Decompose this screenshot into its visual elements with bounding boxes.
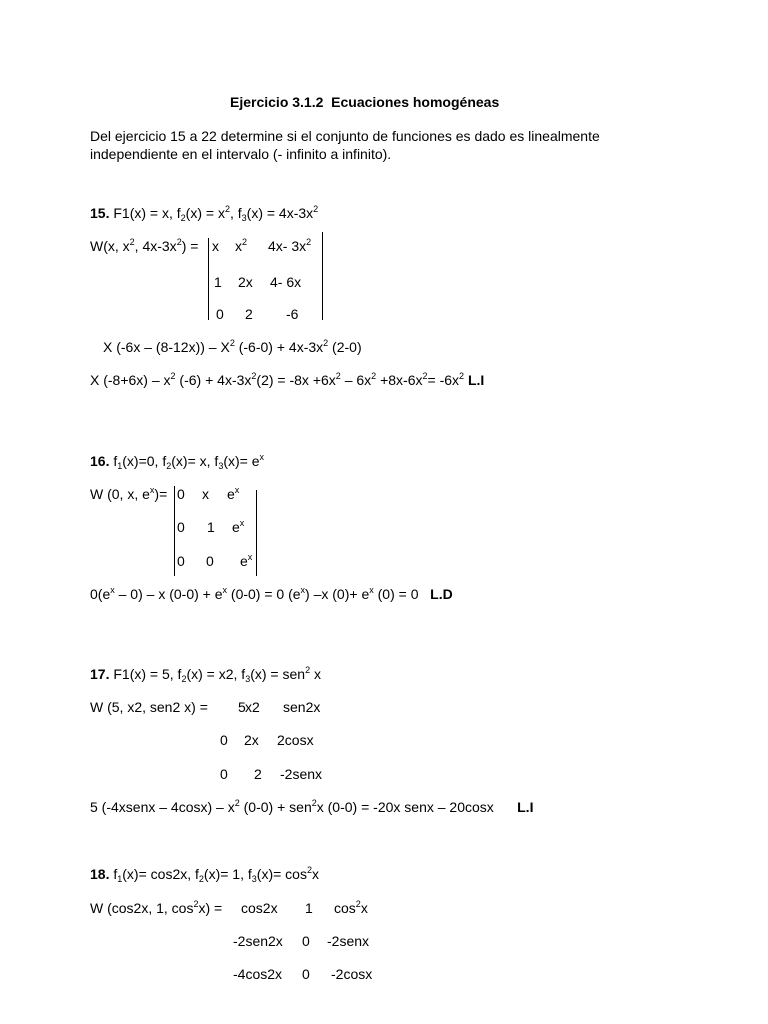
ex15-wronskian-label: W(x, $x^2$, $4x-3x^2$) = [90, 237, 199, 254]
ex15-cell: 2 [245, 306, 253, 322]
ex17-cell: 0 [220, 766, 228, 782]
ex15-result: X $(-8+6x) - x^2$ $(-6) + 4x-3x^2(2) = -8x +6x^2 - 6x^2 +8x-6x^2= -6x^2$ L.I [90, 371, 485, 388]
ex18-statement: 18. $f_1(x)= \cos 2x$, $f_2(x)= 1$, $f_3(x)= \cos^2x$ [90, 865, 319, 884]
ex17-statement: 17. F1(x) = 5, $f_2(x) = x2$, $f_3(x) = sen^2$ x [90, 665, 321, 684]
ex18-cell: 1 [305, 900, 313, 916]
ex17-wronskian-label: W (5, x2, sen2 x) = [90, 699, 208, 715]
ex15-det-left-bar [208, 238, 209, 320]
ex18-cell: 0 [302, 933, 310, 949]
ex16-statement: 16. $f_1(x)=0$, $f_2(x)= x$, $f_3(x)= e^x$ [90, 452, 265, 471]
intro-line-2: independiente en el intervalo (- infinito a infinito). [90, 146, 392, 162]
ex15-expansion: X $(-6x - (8-12x)) - X^2$ $(-6-0) + 4x-3x^2$ (2-0) [103, 338, 362, 355]
ex16-det-right-bar [256, 490, 257, 576]
ex16-cell: 0 [177, 519, 185, 535]
ex17-result: 5 (-4xsenx – $4\cos x) - x^2$ (0-0) + sen$^2$x (0-0) = -20x senx – 20cosx L.I [90, 798, 534, 815]
ex15-cell: -6 [286, 306, 299, 322]
ex17-cell: 2 [254, 766, 262, 782]
ex15-cell: 2x [238, 274, 253, 290]
ex16-result: $0(e^x - 0)$ – x $(0-0) + e^x$ (0-0) = 0 $(e^x)$ –x $(0)+ e^x$ (0) = 0 L.D [90, 585, 453, 602]
ex17-cell: sen2x [283, 699, 321, 715]
ex18-cell: $\cos^2x$ [334, 899, 368, 916]
intro-line-1: Del ejercicio 15 a 22 determine si el conjunto de funciones es dado es linealmente [90, 128, 600, 144]
ex15-cell: x [212, 238, 219, 254]
ex18-cell: 0 [302, 966, 310, 982]
ex18-cell: cos2x [241, 900, 278, 916]
ex16-cell: $e^x$ [232, 518, 245, 535]
ex16-cell: $e^x$ [240, 552, 253, 569]
ex15-statement: 15. F1(x) = x, $f_2(x) = x^2$, $f_3(x) = 4x-3x^2$ [90, 204, 319, 223]
ex18-cell: -2senx [327, 933, 370, 949]
ex18-cell: -4cos2x [233, 966, 283, 982]
ex16-cell: x [202, 486, 209, 502]
ex17-cell: x2 [245, 699, 260, 715]
ex15-cell: $x^2$ [235, 237, 248, 254]
ex16-cell: 0 [177, 553, 185, 569]
ex15-cell: 4x- $3x^2$ [268, 237, 312, 254]
ex18-wronskian-label: W (cos2x, 1, $\cos^2x$) = [90, 899, 223, 916]
ex17-cell: 5 [238, 699, 246, 715]
ex17-cell: 2cosx [277, 732, 314, 748]
ex16-cell: 1 [207, 519, 215, 535]
ex16-cell: 0 [177, 486, 185, 502]
ex15-cell: 0 [216, 306, 224, 322]
ex16-wronskian-label: W (0, x, $e^x)=$ [90, 485, 168, 502]
page-title: Ejercicio 3.1.2 Ecuaciones homogéneas [230, 94, 500, 110]
ex15-cell: 1 [214, 274, 222, 290]
ex17-cell: -2senx [280, 766, 323, 782]
ex16-cell: $e^x$ [227, 485, 240, 502]
ex18-cell: -2sen2x [233, 933, 283, 949]
ex16-cell: 0 [206, 553, 214, 569]
ex17-cell: 0 [220, 732, 228, 748]
ex15-det-right-bar [322, 232, 323, 320]
ex18-cell: -2cosx [331, 966, 373, 982]
ex16-det-left-bar [174, 486, 175, 576]
ex15-cell: 4- 6x [270, 274, 302, 290]
ex17-cell: 2x [244, 732, 259, 748]
